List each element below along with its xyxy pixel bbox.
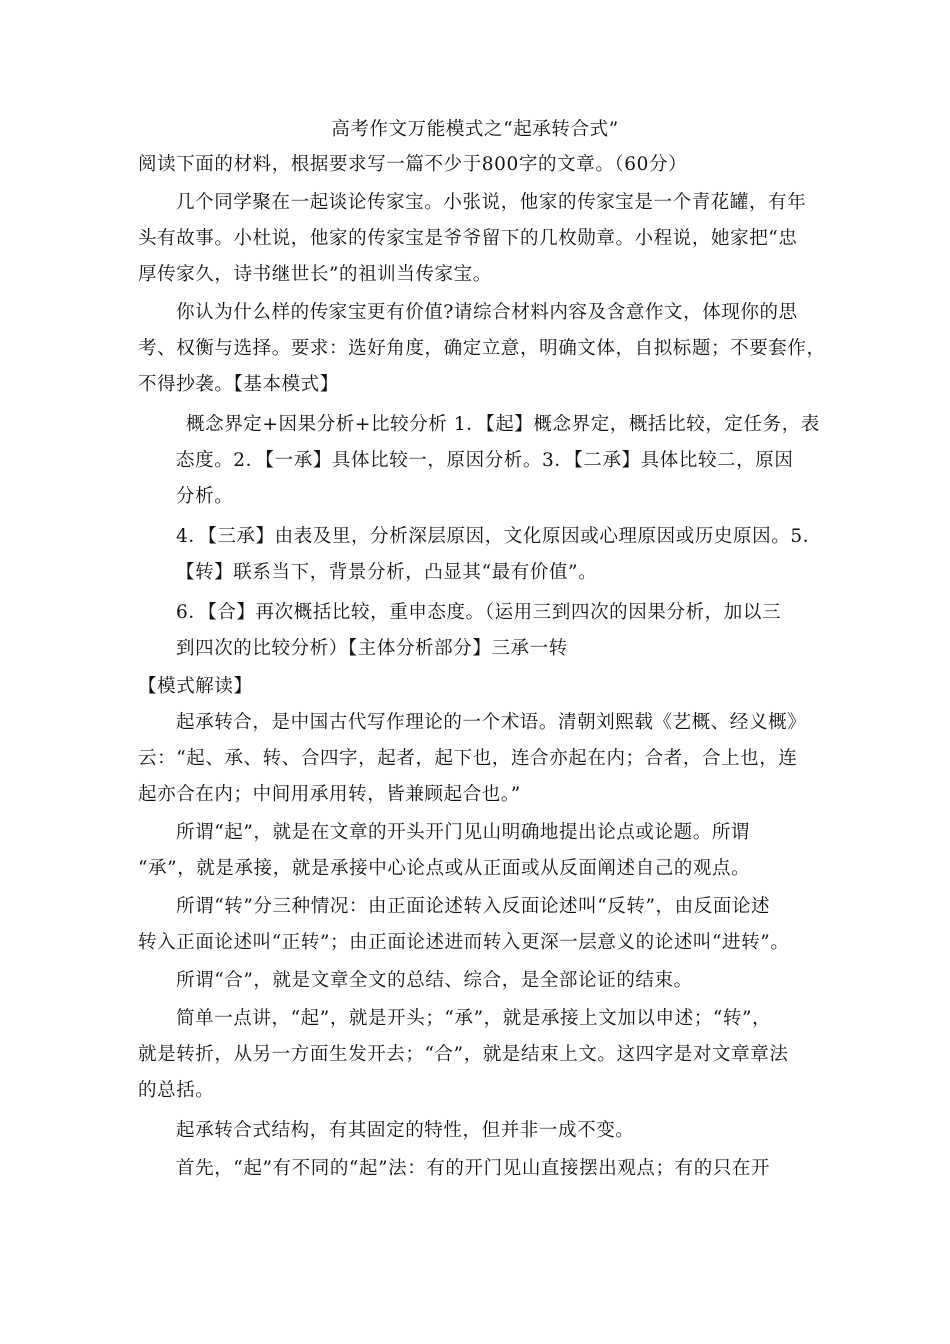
mode-line: 分析。	[176, 486, 234, 507]
body-line: 所谓“起”，就是在文章的开头开门见山明确地提出论点或论题。所谓	[176, 822, 751, 843]
body-line: 起亦合在内；中间用承用转，皆兼顾起合也。”	[138, 784, 521, 805]
mode-line: 6．【合】再次概括比较，重申态度。（运用三到四次的因果分析，加以三	[176, 602, 782, 623]
body-line: 就是转折，从另一方面生发开去；“合”，就是结束上文。这四字是对文章章法	[138, 1044, 789, 1065]
mode-line: 概念界定+因果分析+比较分析 1．【起】概念界定，概括比较，定任务，表	[186, 414, 820, 435]
body-line: 所谓“合”，就是文章全文的总结、综合，是全部论证的结束。	[176, 970, 693, 991]
material-line: 头有故事。小杜说，他家的传家宝是爷爷留下的几枚勋章。小程说，她家把“忠	[138, 228, 798, 249]
requirement-line: 不得抄袭。【基本模式】	[138, 374, 339, 395]
mode-line: 4．【三承】由表及里，分析深层原因，文化原因或心理原因或历史原因。5．	[176, 526, 822, 547]
requirement-line: 考、权衡与选择。要求：选好角度，确定立意，明确文体，自拟标题；不要套作，	[138, 338, 826, 359]
prompt-line: 阅读下面的材料，根据要求写一篇不少于800字的文章。（60分）	[138, 154, 688, 175]
section-heading: 【模式解读】	[138, 676, 253, 697]
mode-line: 态度。2．【一承】具体比较一，原因分析。3．【二承】具体比较二，原因	[176, 450, 794, 471]
body-line: 云：“起、承、转、合四字，起者，起下也，连合亦起在内；合者，合上也，连	[138, 748, 798, 769]
body-line: 所谓“转”分三种情况：由正面论述转入反面论述叫“反转”，由反面论述	[176, 896, 771, 917]
body-line: 起承转合，是中国古代写作理论的一个术语。清朝刘熙载《艺概、经义概》	[176, 712, 807, 733]
body-line: 转入正面论述叫“正转”；由正面论述进而转入更深一层意义的论述叫“进转”。	[138, 932, 790, 953]
body-line: 起承转合式结构，有其固定的特性，但并非一成不变。	[176, 1120, 635, 1141]
material-line: 厚传家久，诗书继世长”的祖训当传家宝。	[138, 264, 492, 285]
body-line: 简单一点讲，“起”，就是开头；“承”，就是承接上文加以申述；“转”，	[176, 1008, 772, 1029]
body-line: “承”，就是承接，就是承接中心论点或从正面或从反面阐述自己的观点。	[138, 858, 751, 879]
mode-line: 【转】联系当下，背景分析，凸显其“最有价值”。	[176, 562, 598, 583]
material-line: 几个同学聚在一起谈论传家宝。小张说，他家的传家宝是一个青花罐，有年	[176, 192, 807, 213]
body-line: 首先，“起”有不同的“起”法：有的开门见山直接摆出观点；有的只在开	[176, 1158, 771, 1179]
body-line: 的总括。	[138, 1080, 215, 1101]
mode-line: 到四次的比较分析）【主体分析部分】三承一转	[176, 638, 568, 659]
requirement-line: 你认为什么样的传家宝更有价值?请综合材料内容及含意作文，体现你的思	[176, 302, 798, 323]
document-title: 高考作文万能模式之“起承转合式”	[331, 119, 619, 140]
